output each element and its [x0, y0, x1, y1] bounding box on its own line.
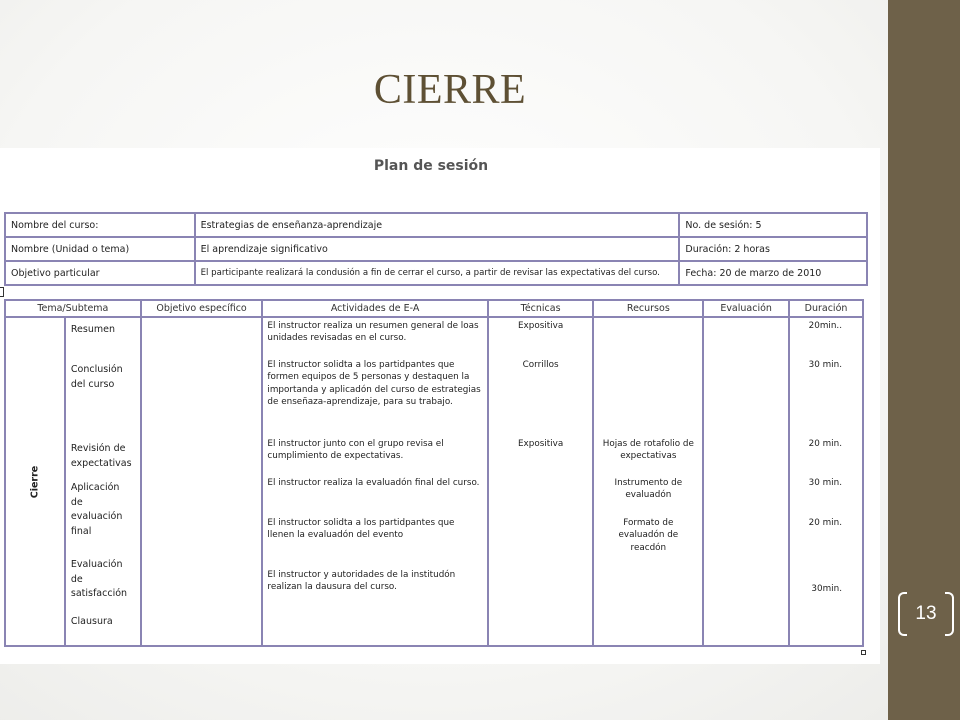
resource-item: Instrumento de evaluadón — [614, 478, 683, 501]
course-label: Nombre del curso: — [5, 213, 195, 237]
resource-item: Hojas de rotafolio de expectativas — [602, 439, 694, 462]
session-plan-table — [4, 299, 864, 647]
unit-label: Nombre (Unidad o tema) — [5, 237, 195, 261]
resource-item: Formato de evaluadón de reacdón — [618, 518, 679, 553]
header-resources: Recursos — [593, 300, 703, 317]
header-evaluation: Evaluación — [703, 300, 789, 317]
course-info-row — [5, 213, 867, 237]
durations-cell — [789, 317, 863, 646]
activity-item: El instructor solidta a los partidpantes que llenen la evaluadón del evento — [267, 518, 455, 541]
duration-item: 20 min. — [808, 518, 842, 528]
activity-item: El instructor realiza un resumen general de loas unidades revisadas en el curso. — [267, 321, 479, 344]
unit-info-row — [5, 237, 867, 261]
duration-item: 30 min. — [808, 360, 842, 370]
technique-item: Expositiva — [517, 321, 564, 331]
duration-item: 30min. — [811, 584, 842, 594]
objective-cell — [141, 317, 263, 646]
subtopic-item: Conclusión del curso — [70, 364, 123, 390]
slide-title: CIERRE — [373, 67, 527, 113]
header-techniques: Técnicas — [488, 300, 594, 317]
page-number: 13 — [915, 603, 937, 624]
resources-cell — [593, 317, 703, 646]
session-date: Fecha: 20 de marzo de 2010 — [679, 261, 867, 285]
plan-body-row — [5, 317, 863, 646]
objective-value: El participante realizará la condusión a fin de cerrar el curso, a partir de revisar las expectativas del curso. — [195, 261, 680, 285]
subtopic-item: Aplicación de evaluación final — [70, 482, 123, 538]
objective-label: Objetivo particular — [5, 261, 195, 285]
course-info-table — [4, 212, 868, 286]
session-plan-document — [0, 148, 880, 664]
topic-label: Cierre — [29, 465, 41, 498]
bracket-right-shape — [945, 592, 954, 636]
duration-item: 20min.. — [808, 321, 842, 331]
subtopic-item: Resumen — [70, 324, 115, 335]
technique-item: Expositiva — [517, 439, 564, 449]
activities-cell — [262, 317, 487, 646]
evaluation-cell — [703, 317, 789, 646]
plan-header-row — [5, 300, 863, 317]
header-activities: Actividades de E-A — [262, 300, 487, 317]
subtopics-cell — [65, 317, 141, 646]
header-objective: Objetivo específico — [141, 300, 263, 317]
page-number-badge — [898, 592, 954, 636]
unit-value: El aprendizaje significativo — [195, 237, 680, 261]
activity-item: El instructor realiza la evaluadón final del curso. — [267, 478, 480, 488]
techniques-cell — [488, 317, 594, 646]
objective-info-row — [5, 261, 867, 285]
bracket-left-shape — [898, 592, 907, 636]
duration: Duración: 2 horas — [679, 237, 867, 261]
duration-item: 20 min. — [808, 439, 842, 449]
topic-cell — [5, 317, 65, 646]
document-title: Plan de sesión — [373, 158, 489, 174]
subtopic-item: Clausura — [70, 616, 113, 627]
table-anchor-mark — [0, 287, 4, 297]
activity-item: El instructor junto con el grupo revisa el cumplimiento de expectativas. — [267, 439, 444, 462]
table-end-mark — [861, 650, 866, 655]
subtopic-item: Evaluación de satisfacción — [70, 559, 128, 600]
activity-item: El instructor solidta a los partidpantes que formen equipos de 5 personas y destaquen la importanda y aplicadón del curso de estrategias de enseñaza-aprendizaje, para su trabajo. — [267, 360, 481, 407]
course-value: Estrategias de enseñanza-aprendizaje — [195, 213, 680, 237]
activity-item: El instructor y autoridades de la institudón realizan la dausura del curso. — [267, 570, 456, 593]
header-duration: Duración — [789, 300, 863, 317]
subtopic-item: Revisión de expectativas — [70, 443, 132, 469]
technique-item: Corrillos — [522, 360, 559, 370]
session-number: No. de sesión: 5 — [679, 213, 867, 237]
header-topic: Tema/Subtema — [5, 300, 141, 317]
duration-item: 30 min. — [808, 478, 842, 488]
